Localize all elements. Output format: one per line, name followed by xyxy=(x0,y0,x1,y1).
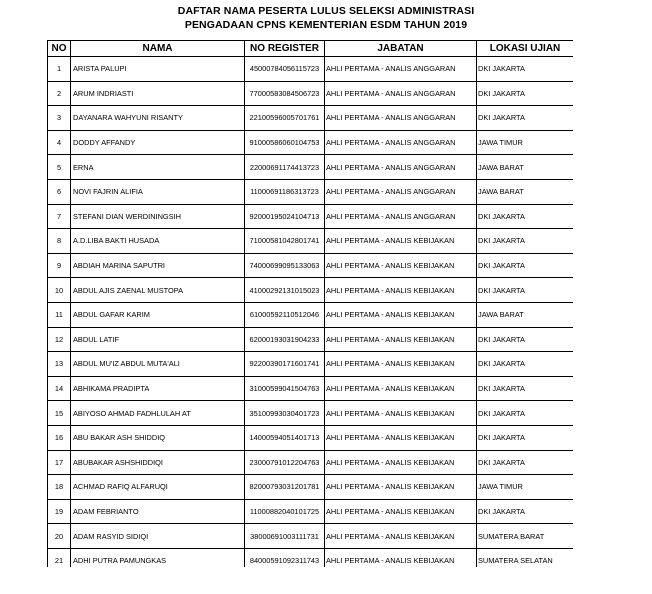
cell-register: 82000793031201781 xyxy=(245,475,325,500)
cell-no: 21 xyxy=(48,548,71,567)
cell-jabatan: AHLI PERTAMA - ANALIS KEBIJAKAN xyxy=(325,327,477,352)
table-row xyxy=(48,327,574,352)
cell-nama: ARISTA PALUPI xyxy=(71,57,245,82)
cell-nama: ABDIAH MARINA SAPUTRI xyxy=(71,253,245,278)
cell-nama: ABDUL MU'IZ ABDUL MUTA'ALI xyxy=(71,352,245,377)
table-row xyxy=(48,179,574,204)
cell-register: 31000599041504763 xyxy=(245,376,325,401)
table-row xyxy=(48,475,574,500)
cell-lokasi: DKI JAKARTA xyxy=(477,327,574,352)
cell-register: 92200390171601741 xyxy=(245,352,325,377)
cell-no: 4 xyxy=(48,130,71,155)
cell-jabatan: AHLI PERTAMA - ANALIS KEBIJAKAN xyxy=(325,425,477,450)
table-row xyxy=(48,57,574,82)
cell-no: 5 xyxy=(48,155,71,180)
table-row xyxy=(48,130,574,155)
cell-lokasi: JAWA TIMUR xyxy=(477,130,574,155)
cell-no: 16 xyxy=(48,425,71,450)
cell-nama: STEFANI DIAN WERDININGSIH xyxy=(71,204,245,229)
cell-register: 77000583084506723 xyxy=(245,81,325,106)
cell-lokasi: SUMATERA BARAT xyxy=(477,524,574,549)
cell-nama: ADHI PUTRA PAMUNGKAS xyxy=(71,548,245,567)
table-row xyxy=(48,302,574,327)
cell-nama: ABHIKAMA PRADIPTA xyxy=(71,376,245,401)
cell-lokasi: JAWA TIMUR xyxy=(477,475,574,500)
cell-register: 11000882040101725 xyxy=(245,499,325,524)
cell-register: 14000594051401713 xyxy=(245,425,325,450)
cell-lokasi: DKI JAKARTA xyxy=(477,425,574,450)
cell-lokasi: SUMATERA SELATAN xyxy=(477,548,574,567)
cell-jabatan: AHLI PERTAMA - ANALIS ANGGARAN xyxy=(325,106,477,131)
document-title-line2: PENGADAAN CPNS KEMENTERIAN ESDM TAHUN 2019 xyxy=(184,19,468,31)
cell-no: 2 xyxy=(48,81,71,106)
table-header-row xyxy=(48,41,574,57)
document-title-line1: DAFTAR NAMA PESERTA LULUS SELEKSI ADMINISTRASI xyxy=(177,5,475,17)
cell-no: 13 xyxy=(48,352,71,377)
cell-jabatan: AHLI PERTAMA - ANALIS KEBIJAKAN xyxy=(325,548,477,567)
cell-register: 45000784056115723 xyxy=(245,57,325,82)
header-jabatan: JABATAN xyxy=(325,41,477,57)
table-body xyxy=(48,57,574,568)
cell-register: 35100993030401723 xyxy=(245,401,325,426)
cell-register: 92000195024104713 xyxy=(245,204,325,229)
cell-nama: A.D.LIBA BAKTI HUSADA xyxy=(71,229,245,254)
cell-no: 3 xyxy=(48,106,71,131)
cell-lokasi: DKI JAKARTA xyxy=(477,57,574,82)
cell-no: 18 xyxy=(48,475,71,500)
cell-no: 9 xyxy=(48,253,71,278)
cell-jabatan: AHLI PERTAMA - ANALIS KEBIJAKAN xyxy=(325,524,477,549)
cell-lokasi: JAWA BARAT xyxy=(477,302,574,327)
table-row xyxy=(48,376,574,401)
header-nama: NAMA xyxy=(71,41,245,57)
table-row xyxy=(48,548,574,567)
cell-nama: ACHMAD RAFIQ ALFARUQI xyxy=(71,475,245,500)
cell-jabatan: AHLI PERTAMA - ANALIS KEBIJAKAN xyxy=(325,302,477,327)
cell-nama: ARUM INDRIASTI xyxy=(71,81,245,106)
header-no: NO xyxy=(48,41,71,57)
cell-jabatan: AHLI PERTAMA - ANALIS KEBIJAKAN xyxy=(325,401,477,426)
header-lokasi: LOKASI UJIAN xyxy=(477,41,574,57)
cell-register: 38000691003111731 xyxy=(245,524,325,549)
table-row xyxy=(48,204,574,229)
cell-lokasi: DKI JAKARTA xyxy=(477,278,574,303)
cell-register: 74000699095133063 xyxy=(245,253,325,278)
cell-jabatan: AHLI PERTAMA - ANALIS KEBIJAKAN xyxy=(325,253,477,278)
table-row xyxy=(48,278,574,303)
cell-no: 10 xyxy=(48,278,71,303)
table-row xyxy=(48,253,574,278)
cell-nama: ABIYOSO AHMAD FADHLULAH AT xyxy=(71,401,245,426)
cell-jabatan: AHLI PERTAMA - ANALIS KEBIJAKAN xyxy=(325,229,477,254)
cell-no: 8 xyxy=(48,229,71,254)
cell-jabatan: AHLI PERTAMA - ANALIS KEBIJAKAN xyxy=(325,278,477,303)
cell-no: 17 xyxy=(48,450,71,475)
cell-no: 6 xyxy=(48,179,71,204)
cell-register: 22100596005701761 xyxy=(245,106,325,131)
table-row xyxy=(48,229,574,254)
table-row xyxy=(48,401,574,426)
cell-nama: DAYANARA WAHYUNI RISANTY xyxy=(71,106,245,131)
participant-table xyxy=(47,40,573,567)
table-row xyxy=(48,499,574,524)
cell-register: 62000193031904233 xyxy=(245,327,325,352)
cell-register: 23000791012204763 xyxy=(245,450,325,475)
cell-lokasi: DKI JAKARTA xyxy=(477,401,574,426)
cell-jabatan: AHLI PERTAMA - ANALIS KEBIJAKAN xyxy=(325,352,477,377)
cell-register: 11000691186313723 xyxy=(245,179,325,204)
table-row xyxy=(48,524,574,549)
cell-register: 91000586060104753 xyxy=(245,130,325,155)
cell-lokasi: DKI JAKARTA xyxy=(477,229,574,254)
cell-no: 15 xyxy=(48,401,71,426)
cell-register: 41000292131015023 xyxy=(245,278,325,303)
cell-nama: ABDUL LATIF xyxy=(71,327,245,352)
cell-no: 20 xyxy=(48,524,71,549)
cell-lokasi: DKI JAKARTA xyxy=(477,204,574,229)
cell-nama: NOVI FAJRIN ALIFIA xyxy=(71,179,245,204)
table-row xyxy=(48,352,574,377)
cell-lokasi: JAWA BARAT xyxy=(477,179,574,204)
cell-jabatan: AHLI PERTAMA - ANALIS ANGGARAN xyxy=(325,155,477,180)
cell-lokasi: DKI JAKARTA xyxy=(477,376,574,401)
cell-jabatan: AHLI PERTAMA - ANALIS KEBIJAKAN xyxy=(325,450,477,475)
cell-jabatan: AHLI PERTAMA - ANALIS ANGGARAN xyxy=(325,179,477,204)
cell-no: 7 xyxy=(48,204,71,229)
cell-nama: ADAM RASYID SIDIQI xyxy=(71,524,245,549)
cell-nama: DODDY AFFANDY xyxy=(71,130,245,155)
cell-jabatan: AHLI PERTAMA - ANALIS ANGGARAN xyxy=(325,81,477,106)
cell-register: 22000691174413723 xyxy=(245,155,325,180)
cell-lokasi: DKI JAKARTA xyxy=(477,450,574,475)
cell-register: 84000591092311743 xyxy=(245,548,325,567)
cell-no: 1 xyxy=(48,57,71,82)
table-row xyxy=(48,425,574,450)
cell-jabatan: AHLI PERTAMA - ANALIS KEBIJAKAN xyxy=(325,499,477,524)
cell-register: 71000581042801741 xyxy=(245,229,325,254)
table-row xyxy=(48,155,574,180)
header-register: NO REGISTER xyxy=(245,41,325,57)
cell-nama: ABDUL GAFAR KARIM xyxy=(71,302,245,327)
cell-lokasi: JAWA BARAT xyxy=(477,155,574,180)
cell-register: 61000592110512046 xyxy=(245,302,325,327)
cell-lokasi: DKI JAKARTA xyxy=(477,499,574,524)
cell-jabatan: AHLI PERTAMA - ANALIS KEBIJAKAN xyxy=(325,376,477,401)
cell-nama: ABUBAKAR ASHSHIDDIQI xyxy=(71,450,245,475)
cell-no: 19 xyxy=(48,499,71,524)
table-row xyxy=(48,450,574,475)
cell-jabatan: AHLI PERTAMA - ANALIS ANGGARAN xyxy=(325,130,477,155)
cell-no: 14 xyxy=(48,376,71,401)
cell-lokasi: DKI JAKARTA xyxy=(477,81,574,106)
cell-nama: ERNA xyxy=(71,155,245,180)
cell-no: 12 xyxy=(48,327,71,352)
cell-no: 11 xyxy=(48,302,71,327)
table-row xyxy=(48,106,574,131)
cell-jabatan: AHLI PERTAMA - ANALIS ANGGARAN xyxy=(325,57,477,82)
participant-table-container xyxy=(47,40,573,567)
cell-lokasi: DKI JAKARTA xyxy=(477,352,574,377)
cell-nama: ABDUL AJIS ZAENAL MUSTOPA xyxy=(71,278,245,303)
cell-jabatan: AHLI PERTAMA - ANALIS KEBIJAKAN xyxy=(325,475,477,500)
cell-nama: ADAM FEBRIANTO xyxy=(71,499,245,524)
cell-jabatan: AHLI PERTAMA - ANALIS ANGGARAN xyxy=(325,204,477,229)
cell-lokasi: DKI JAKARTA xyxy=(477,253,574,278)
table-row xyxy=(48,81,574,106)
cell-nama: ABU BAKAR ASH SHIDDIQ xyxy=(71,425,245,450)
cell-lokasi: DKI JAKARTA xyxy=(477,106,574,131)
